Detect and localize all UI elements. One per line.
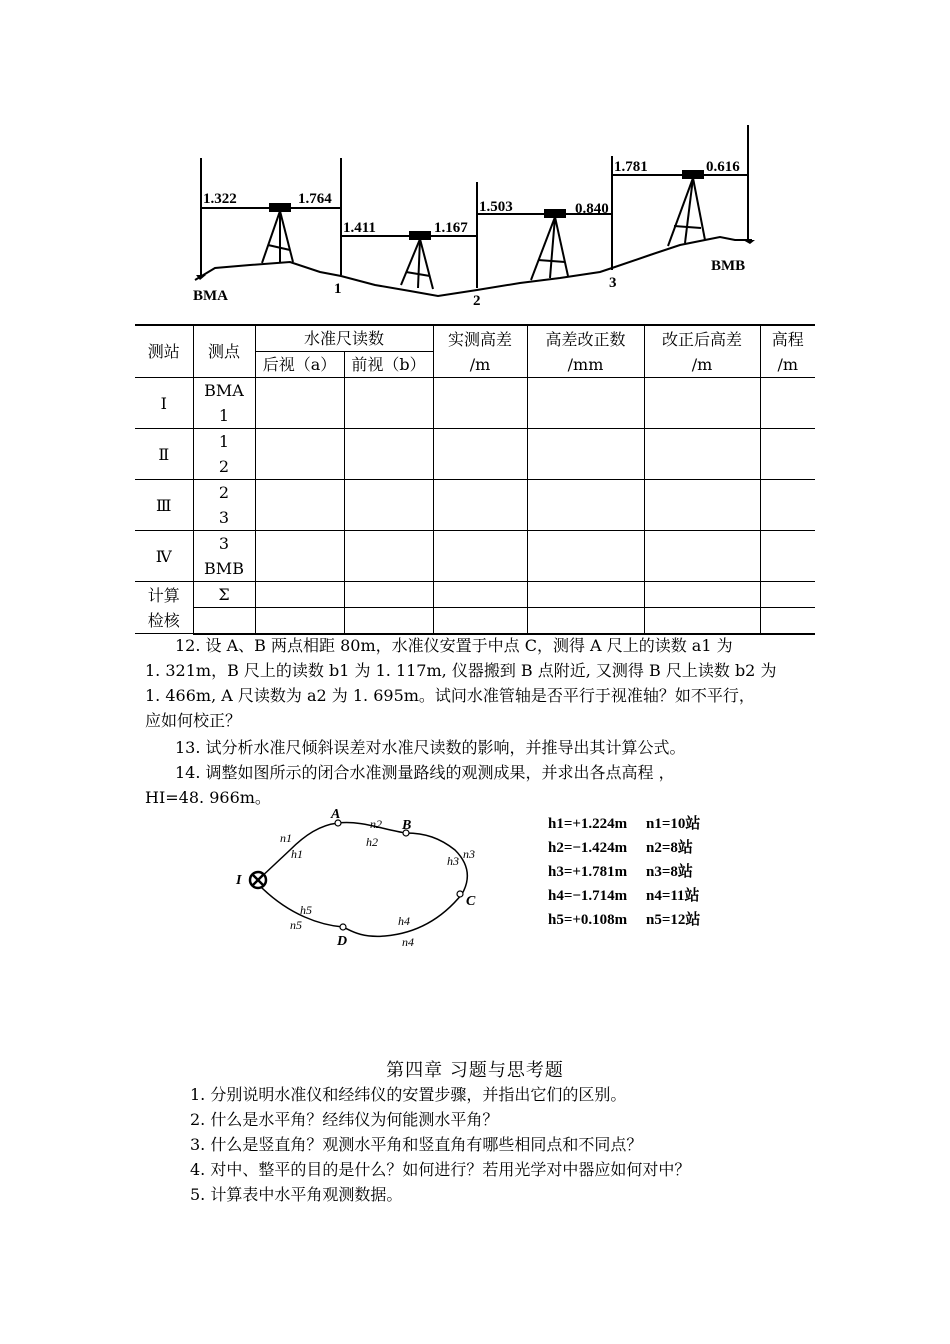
header-foresight: 前视（b）: [344, 352, 433, 378]
header-correction: 高差改正数 /mm: [527, 325, 644, 378]
list-item: h2=−1.424m n2=8站: [548, 840, 693, 856]
chapter-question: 1. 分别说明水准仪和经纬仪的安置步骤，并指出它们的区别。: [190, 1085, 627, 1104]
list-item: h4=−1.714m n4=11站: [548, 888, 700, 904]
start-point-label: I: [236, 873, 242, 888]
chapter-title: 第四章 习题与思考题: [386, 1060, 564, 1081]
chapter-question: 3. 什么是竖直角？观测水平角和竖直角有哪些相同点和不同点？: [190, 1135, 643, 1154]
chapter-question: 2. 什么是水平角？经纬仪为何能测水平角？: [190, 1110, 499, 1129]
point-label: A: [331, 807, 341, 822]
question-12: 12. 设 A、B 两点相距 80m，水准仪安置于中点 C，测得 A 尺上的读数 a1 为 1. 321m，B 尺上的读数 b1 为 1. 117m, 仪器搬到 B 点附近, 又测得 B 尺上读数 b2 为 1. 466m, A 尺读数为 a2 为 1. 695m。试问水准管轴是否平行于视准轴？如不平行， 应如何校正？: [145, 636, 777, 730]
reading-label: 1.764: [298, 191, 332, 207]
n-label: n1: [280, 831, 292, 845]
reading-label: 0.840: [575, 201, 609, 217]
table-row: Ⅱ 1 2: [135, 429, 815, 480]
turning-point-label: 2: [473, 293, 481, 309]
header-backsight: 后视（a）: [255, 352, 344, 378]
chapter-question: 5. 计算表中水平角观测数据。: [190, 1185, 403, 1204]
header-staff-readings: 水准尺读数: [255, 325, 433, 352]
header-station: 测站: [135, 325, 193, 378]
header-measured-diff: 实测高差 /m: [433, 325, 527, 378]
h-label: h5: [300, 903, 312, 917]
point-label: B: [402, 818, 412, 833]
h-label: h3: [447, 854, 459, 868]
n-label: n4: [402, 935, 414, 949]
list-item: h1=+1.224m n1=10站: [548, 816, 701, 832]
header-elevation: 高程 /m: [760, 325, 815, 378]
loop-results-list: [548, 812, 700, 932]
chapter-question: 4. 对中、整平的目的是什么？如何进行？若用光学对中器应如何对中？: [190, 1160, 691, 1179]
leveling-profile-diagram: [185, 120, 765, 315]
closed-leveling-loop-diagram: [230, 805, 500, 955]
h-label: h1: [291, 847, 303, 861]
check-label: 计算 检核: [135, 582, 193, 634]
table-row: Ⅲ 2 3: [135, 480, 815, 531]
question-14: 14. 调整如图所示的闭合水准测量路线的观测成果，并求出各点高程 ， HI=48. 966m。: [145, 763, 675, 807]
table-row: Ⅳ 3 BMB: [135, 531, 815, 582]
header-point: 测点: [193, 325, 255, 378]
list-item: h5=+0.108m n5=12站: [548, 912, 701, 928]
reading-label: 1.167: [434, 220, 468, 236]
point-label: D: [337, 934, 348, 949]
reading-label: 1.411: [343, 220, 376, 236]
benchmark-b-label: BMB: [711, 258, 746, 274]
reading-label: 0.616: [706, 159, 740, 175]
point-label: C: [466, 894, 476, 909]
table-row: Ⅰ BMA 1: [135, 378, 815, 429]
n-label: n3: [463, 847, 475, 861]
h-label: h2: [366, 835, 378, 849]
header-corrected-diff: 改正后高差 /m: [644, 325, 760, 378]
n-label: n5: [290, 918, 302, 932]
question-13: 13. 试分析水准尺倾斜误差对水准尺读数的影响，并推导出其计算公式。: [175, 738, 686, 757]
leveling-record-table: [135, 324, 815, 635]
sigma-cell: Σ: [193, 582, 255, 608]
reading-label: 1.503: [479, 199, 513, 215]
h-label: h4: [398, 914, 410, 928]
list-item: h3=+1.781m n3=8站: [548, 864, 693, 880]
reading-label: 1.322: [203, 191, 237, 207]
turning-point-label: 1: [334, 281, 342, 297]
reading-label: 1.781: [614, 159, 648, 175]
benchmark-a-label: BMA: [193, 288, 228, 304]
turning-point-label: 3: [609, 275, 617, 291]
n-label: n2: [370, 817, 382, 831]
